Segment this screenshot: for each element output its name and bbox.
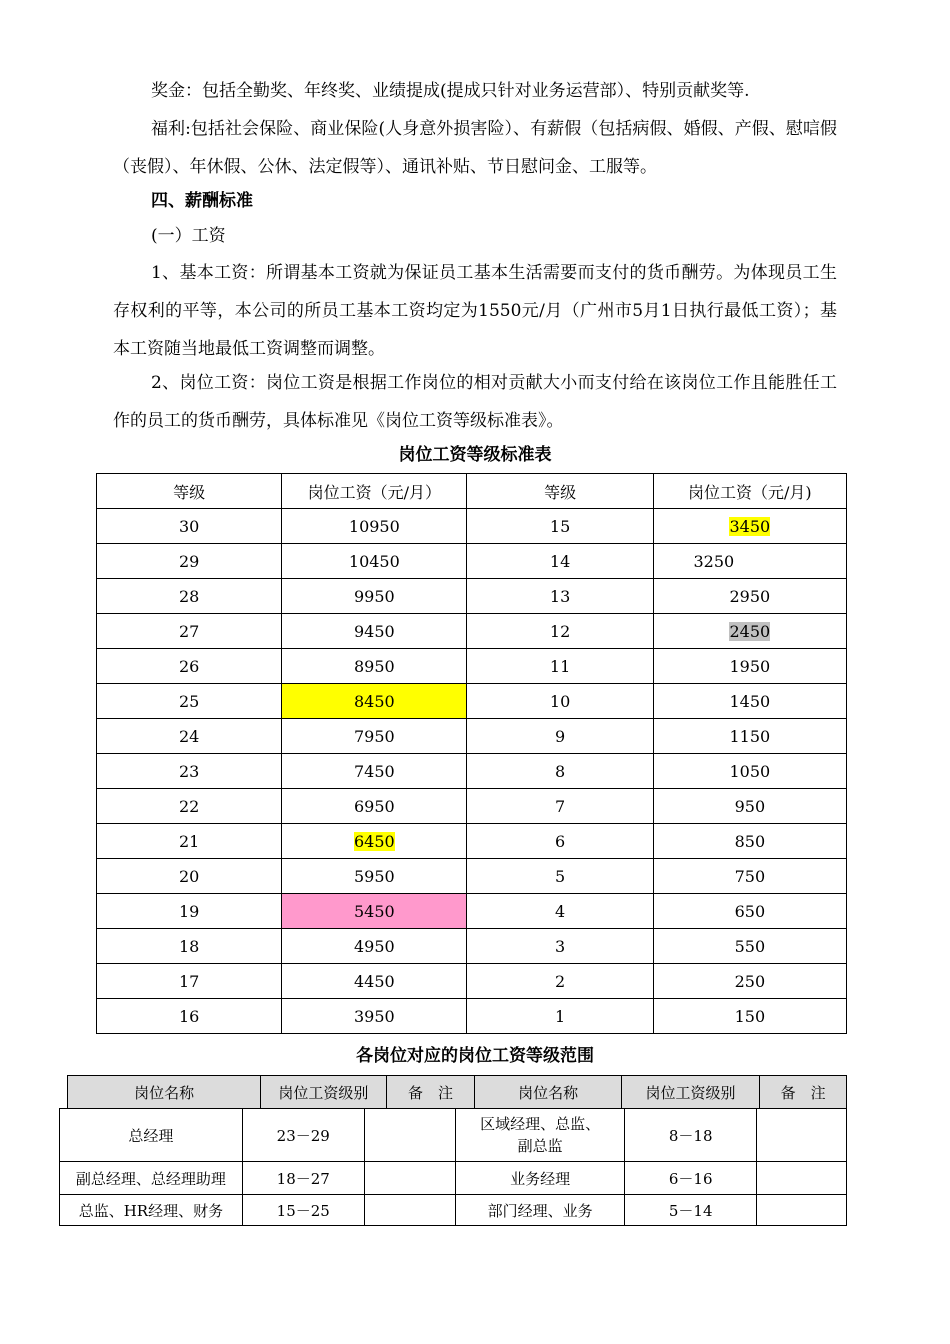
grade-table-caption: 岗位工资等级标准表 [398, 445, 552, 465]
grade-cell: 3 [467, 929, 653, 964]
wage-cell [653, 614, 846, 649]
note-cell [364, 1109, 456, 1162]
grade-cell: 16 [97, 999, 282, 1034]
table-row [97, 579, 847, 614]
range-table-header [67, 1075, 847, 1109]
grade-cell: 24 [97, 719, 282, 754]
grade-cell: 9 [467, 719, 653, 754]
grade-cell: 20 [97, 859, 282, 894]
wage-cell: 250 [653, 964, 846, 999]
grade-range-cell: 18－27 [242, 1162, 364, 1195]
grade-cell: 2 [467, 964, 653, 999]
header-row [68, 1076, 847, 1109]
position-cell: 副总经理、总经理助理 [60, 1162, 243, 1195]
wage-cell: 6950 [282, 789, 467, 824]
grade-cell: 8 [467, 754, 653, 789]
table-row [60, 1195, 847, 1226]
grade-cell: 26 [97, 649, 282, 684]
table-row [97, 754, 847, 789]
grade-range-cell: 15－25 [242, 1195, 364, 1226]
table-row [97, 894, 847, 929]
table-row [97, 614, 847, 649]
grade-range-cell: 5－14 [625, 1195, 757, 1226]
grade-cell: 18 [97, 929, 282, 964]
grade-range-cell: 8－18 [625, 1109, 757, 1162]
table-row [97, 509, 847, 544]
position-cell: 总经理 [60, 1109, 243, 1162]
bonus-paragraph: 奖金：包括全勤奖、年终奖、业绩提成(提成只针对业务运营部）、特别贡献奖等. [151, 81, 750, 101]
grade-cell: 13 [467, 579, 653, 614]
wage-cell: 5950 [282, 859, 467, 894]
wage-cell [653, 544, 846, 579]
highlighted-wage-cell: 8450 [282, 684, 467, 719]
header-cell: 备 注 [760, 1076, 847, 1109]
table-row [97, 649, 847, 684]
wage-cell: 550 [653, 929, 846, 964]
position-cell: 部门经理、业务 [456, 1195, 625, 1226]
range-table [59, 1108, 847, 1226]
grade-cell: 10 [467, 684, 653, 719]
note-cell [757, 1162, 847, 1195]
highlighted-value: 2450 [729, 621, 771, 641]
header-cell: 等级 [467, 474, 653, 509]
wage-cell [653, 509, 846, 544]
grade-cell: 27 [97, 614, 282, 649]
wage-cell: 9450 [282, 614, 467, 649]
grade-cell: 7 [467, 789, 653, 824]
grade-cell: 25 [97, 684, 282, 719]
section-title: 四、薪酬标准 [151, 191, 253, 211]
wage-cell: 1150 [653, 719, 846, 754]
table-row [60, 1162, 847, 1195]
grade-cell: 11 [467, 649, 653, 684]
grade-table-header [97, 474, 847, 509]
grade-range-cell: 6－16 [625, 1162, 757, 1195]
table-row [97, 859, 847, 894]
wage-cell: 1050 [653, 754, 846, 789]
position-cell: 区域经理、总监、副总监 [456, 1109, 625, 1162]
grade-cell: 4 [467, 894, 653, 929]
wage-cell: 8950 [282, 649, 467, 684]
grade-cell: 23 [97, 754, 282, 789]
table-row [97, 999, 847, 1034]
grade-cell: 21 [97, 824, 282, 859]
grade-cell: 17 [97, 964, 282, 999]
header-cell: 岗位名称 [68, 1076, 261, 1109]
grade-cell: 15 [467, 509, 653, 544]
grade-cell: 1 [467, 999, 653, 1034]
note-cell [757, 1195, 847, 1226]
sub-title: (一）工资 [151, 226, 226, 246]
wage-cell [282, 824, 467, 859]
table-row [97, 544, 847, 579]
note-cell [364, 1162, 456, 1195]
note-cell [757, 1109, 847, 1162]
grade-cell: 30 [97, 509, 282, 544]
header-cell: 岗位名称 [475, 1076, 621, 1109]
header-cell: 等级 [97, 474, 282, 509]
wage-cell: 7450 [282, 754, 467, 789]
wage-cell: 10950 [282, 509, 467, 544]
range-table-caption: 各岗位对应的岗位工资等级范围 [356, 1046, 594, 1066]
wage-cell: 3950 [282, 999, 467, 1034]
wage-cell: 650 [653, 894, 846, 929]
header-cell: 岗位工资（元/月) [653, 474, 846, 509]
post-wage-paragraph: 2、岗位工资：岗位工资是根据工作岗位的相对贡献大小而支付给在该岗位工作且能胜任工作的员工的货币酬劳，具体标准见《岗位工资等级标准表》。 [113, 373, 837, 431]
wage-cell: 4450 [282, 964, 467, 999]
header-cell: 备 注 [386, 1076, 475, 1109]
basic-wage-paragraph: 1、基本工资：所谓基本工资就为保证员工基本生活需要而支付的货币酬劳。为体现员工生存权利的平等，本公司的所员工基本工资均定为1550元/月（广州市5月1日执行最低工资）；基本工资随当地最低工资调整而调整。 [113, 263, 837, 359]
wage-cell: 4950 [282, 929, 467, 964]
wage-cell: 2950 [653, 579, 846, 614]
table-row [97, 824, 847, 859]
wage-cell: 950 [653, 789, 846, 824]
grade-cell: 19 [97, 894, 282, 929]
grade-cell: 12 [467, 614, 653, 649]
wage-cell: 9950 [282, 579, 467, 614]
grade-range-cell: 23－29 [242, 1109, 364, 1162]
wage-cell: 850 [653, 824, 846, 859]
grade-cell: 22 [97, 789, 282, 824]
wage-value: 3250 [693, 551, 735, 571]
welfare-paragraph: 福利:包括社会保险、商业保险(人身意外损害险）、有薪假（包括病假、婚假、产假、慰唁假（丧假）、年休假、公休、法定假等）、通讯补贴、节日慰问金、工服等。 [113, 119, 837, 177]
grade-cell: 6 [467, 824, 653, 859]
wage-cell: 1950 [653, 649, 846, 684]
highlighted-wage-cell: 5450 [282, 894, 467, 929]
table-row [97, 964, 847, 999]
grade-cell: 14 [467, 544, 653, 579]
table-row [97, 684, 847, 719]
wage-cell: 1450 [653, 684, 846, 719]
grade-table [96, 473, 847, 1034]
header-cell: 岗位工资（元/月） [282, 474, 467, 509]
position-cell: 业务经理 [456, 1162, 625, 1195]
wage-cell: 750 [653, 859, 846, 894]
highlighted-value: 6450 [353, 831, 395, 851]
table-row [60, 1109, 847, 1162]
header-cell: 岗位工资级别 [261, 1076, 386, 1109]
wage-cell: 7950 [282, 719, 467, 754]
wage-cell: 10450 [282, 544, 467, 579]
table-row [97, 789, 847, 824]
header-cell: 岗位工资级别 [621, 1076, 759, 1109]
highlighted-value: 3450 [729, 516, 771, 536]
grade-cell: 5 [467, 859, 653, 894]
table-row [97, 719, 847, 754]
grade-cell: 29 [97, 544, 282, 579]
note-cell [364, 1195, 456, 1226]
wage-cell: 150 [653, 999, 846, 1034]
grade-cell: 28 [97, 579, 282, 614]
position-cell: 总监、HR经理、财务 [60, 1195, 243, 1226]
table-row [97, 929, 847, 964]
